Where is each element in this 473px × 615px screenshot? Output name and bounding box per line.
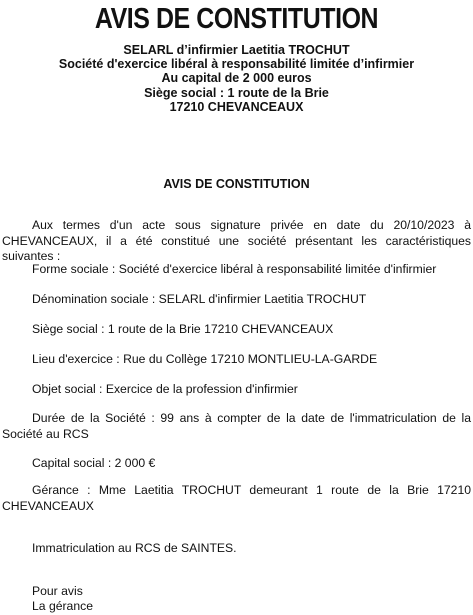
item-forme-sociale: Forme sociale : Société d'exercice libéral à responsabilité limitée d'infirmier [32, 262, 437, 276]
company-header [0, 43, 473, 114]
closing-signature: La gérance [32, 599, 93, 613]
company-postcode-city: 17210 CHEVANCEAUX [169, 99, 304, 114]
company-name: SELARL d’infirmier Laetitia TROCHUT [123, 43, 350, 57]
company-address: Siège social : 1 route de la Brie [144, 85, 329, 100]
section-title: AVIS DE CONSTITUTION [163, 177, 310, 191]
item-duree: Durée de la Société : 99 ans à compter de la date de l'immatriculation de la Société au RCS [2, 411, 471, 441]
item-capital: Capital social : 2 000 € [32, 456, 156, 470]
item-lieu-exercice: Lieu d'exercice : Rue du Collège 17210 MONTLIEU-LA-GARDE [32, 352, 378, 366]
item-immatriculation: Immatriculation au RCS de SAINTES. [32, 541, 237, 555]
company-form: Société d'exercice libéral à responsabilité limitée d’infirmier [58, 57, 415, 72]
closing-pour-avis: Pour avis [32, 584, 83, 598]
page-title: AVIS DE CONSTITUTION [94, 3, 379, 35]
item-gerance: Gérance : Mme Laetitia TROCHUT demeurant 1 route de la Brie 17210 CHEVANCEAUX [2, 483, 471, 513]
item-objet-social: Objet social : Exercice de la profession d'infirmier [32, 382, 298, 396]
company-capital: Au capital de 2 000 euros [161, 71, 312, 86]
item-denomination: Dénomination sociale : SELARL d'infirmier Laetitia TROCHUT [32, 292, 367, 306]
intro-paragraph: Aux termes d'un acte sous signature privée en date du 20/10/2023 à CHEVANCEAUX, il a été constitué une société présentant les caractéristiques suivantes : [2, 218, 471, 263]
item-siege-social: Siège social : 1 route de la Brie 17210 CHEVANCEAUX [32, 322, 334, 336]
